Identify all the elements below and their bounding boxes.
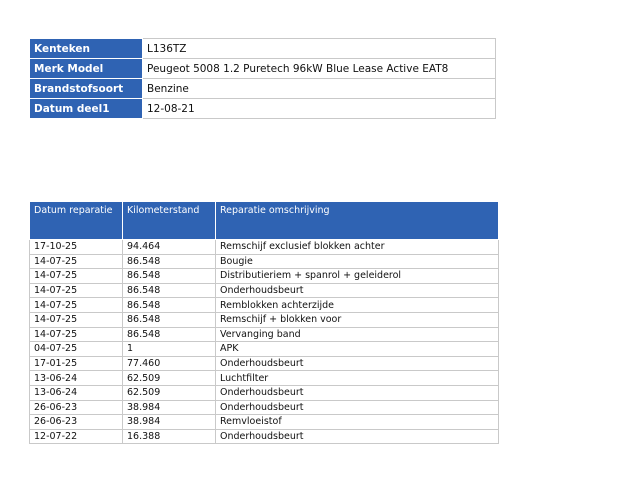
- vehicle-label: Merk Model: [30, 59, 143, 79]
- vehicle-label: Kenteken: [30, 39, 143, 59]
- repair-description: Onderhoudsbeurt: [216, 429, 499, 444]
- table-row: [30, 327, 499, 342]
- repair-description: Remschijf + blokken voor: [216, 312, 499, 327]
- repair-date: 14-07-25: [30, 298, 123, 313]
- vehicle-value: L136TZ: [143, 39, 496, 59]
- repair-header-row: [30, 202, 499, 240]
- table-row: [30, 400, 499, 415]
- vehicle-value: 12-08-21: [143, 99, 496, 119]
- repair-date: 13-06-24: [30, 371, 123, 386]
- repair-km: 86.548: [123, 254, 216, 269]
- repair-km: 62.509: [123, 385, 216, 400]
- vehicle-row-merk-model: [30, 59, 496, 79]
- repair-date: 26-06-23: [30, 400, 123, 415]
- vehicle-label: Datum deel1: [30, 99, 143, 119]
- repair-description: Remschijf exclusief blokken achter: [216, 240, 499, 255]
- repair-description: Onderhoudsbeurt: [216, 400, 499, 415]
- repair-date: 04-07-25: [30, 342, 123, 357]
- column-header-omschrijving: Reparatie omschrijving: [216, 202, 499, 240]
- repair-km: 38.984: [123, 400, 216, 415]
- repair-date: 17-01-25: [30, 356, 123, 371]
- table-row: [30, 240, 499, 255]
- vehicle-label: Brandstofsoort: [30, 79, 143, 99]
- table-row: [30, 269, 499, 284]
- repair-km: 86.548: [123, 283, 216, 298]
- repair-date: 14-07-25: [30, 312, 123, 327]
- table-row: [30, 298, 499, 313]
- repair-description: Onderhoudsbeurt: [216, 283, 499, 298]
- repair-km: 94.464: [123, 240, 216, 255]
- table-row: [30, 342, 499, 357]
- repair-km: 86.548: [123, 298, 216, 313]
- repair-date: 12-07-22: [30, 429, 123, 444]
- repair-km: 16.388: [123, 429, 216, 444]
- vehicle-row-kenteken: [30, 39, 496, 59]
- repair-date: 26-06-23: [30, 415, 123, 430]
- table-row: [30, 371, 499, 386]
- vehicle-row-datum-deel1: [30, 99, 496, 119]
- repair-history-table: [29, 201, 499, 444]
- table-row: [30, 283, 499, 298]
- vehicle-info-table: [29, 38, 496, 119]
- vehicle-value: Peugeot 5008 1.2 Puretech 96kW Blue Lease Active EAT8: [143, 59, 496, 79]
- repair-date: 17-10-25: [30, 240, 123, 255]
- repair-date: 14-07-25: [30, 283, 123, 298]
- table-row: [30, 356, 499, 371]
- repair-date: 14-07-25: [30, 269, 123, 284]
- repair-description: Vervanging band: [216, 327, 499, 342]
- vehicle-value: Benzine: [143, 79, 496, 99]
- vehicle-row-brandstofsoort: [30, 79, 496, 99]
- repair-date: 13-06-24: [30, 385, 123, 400]
- column-header-kilometerstand: Kilometerstand: [123, 202, 216, 240]
- table-row: [30, 385, 499, 400]
- repair-date: 14-07-25: [30, 327, 123, 342]
- table-row: [30, 429, 499, 444]
- table-row: [30, 254, 499, 269]
- repair-km: 38.984: [123, 415, 216, 430]
- repair-km: 1: [123, 342, 216, 357]
- repair-km: 62.509: [123, 371, 216, 386]
- repair-description: APK: [216, 342, 499, 357]
- repair-km: 86.548: [123, 269, 216, 284]
- repair-date: 14-07-25: [30, 254, 123, 269]
- repair-description: Distributieriem + spanrol + geleiderol: [216, 269, 499, 284]
- column-header-datum: Datum reparatie: [30, 202, 123, 240]
- repair-km: 77.460: [123, 356, 216, 371]
- repair-km: 86.548: [123, 312, 216, 327]
- table-row: [30, 312, 499, 327]
- repair-description: Onderhoudsbeurt: [216, 385, 499, 400]
- table-row: [30, 415, 499, 430]
- repair-description: Onderhoudsbeurt: [216, 356, 499, 371]
- repair-description: Remblokken achterzijde: [216, 298, 499, 313]
- repair-description: Remvloeistof: [216, 415, 499, 430]
- repair-km: 86.548: [123, 327, 216, 342]
- repair-description: Luchtfilter: [216, 371, 499, 386]
- repair-description: Bougie: [216, 254, 499, 269]
